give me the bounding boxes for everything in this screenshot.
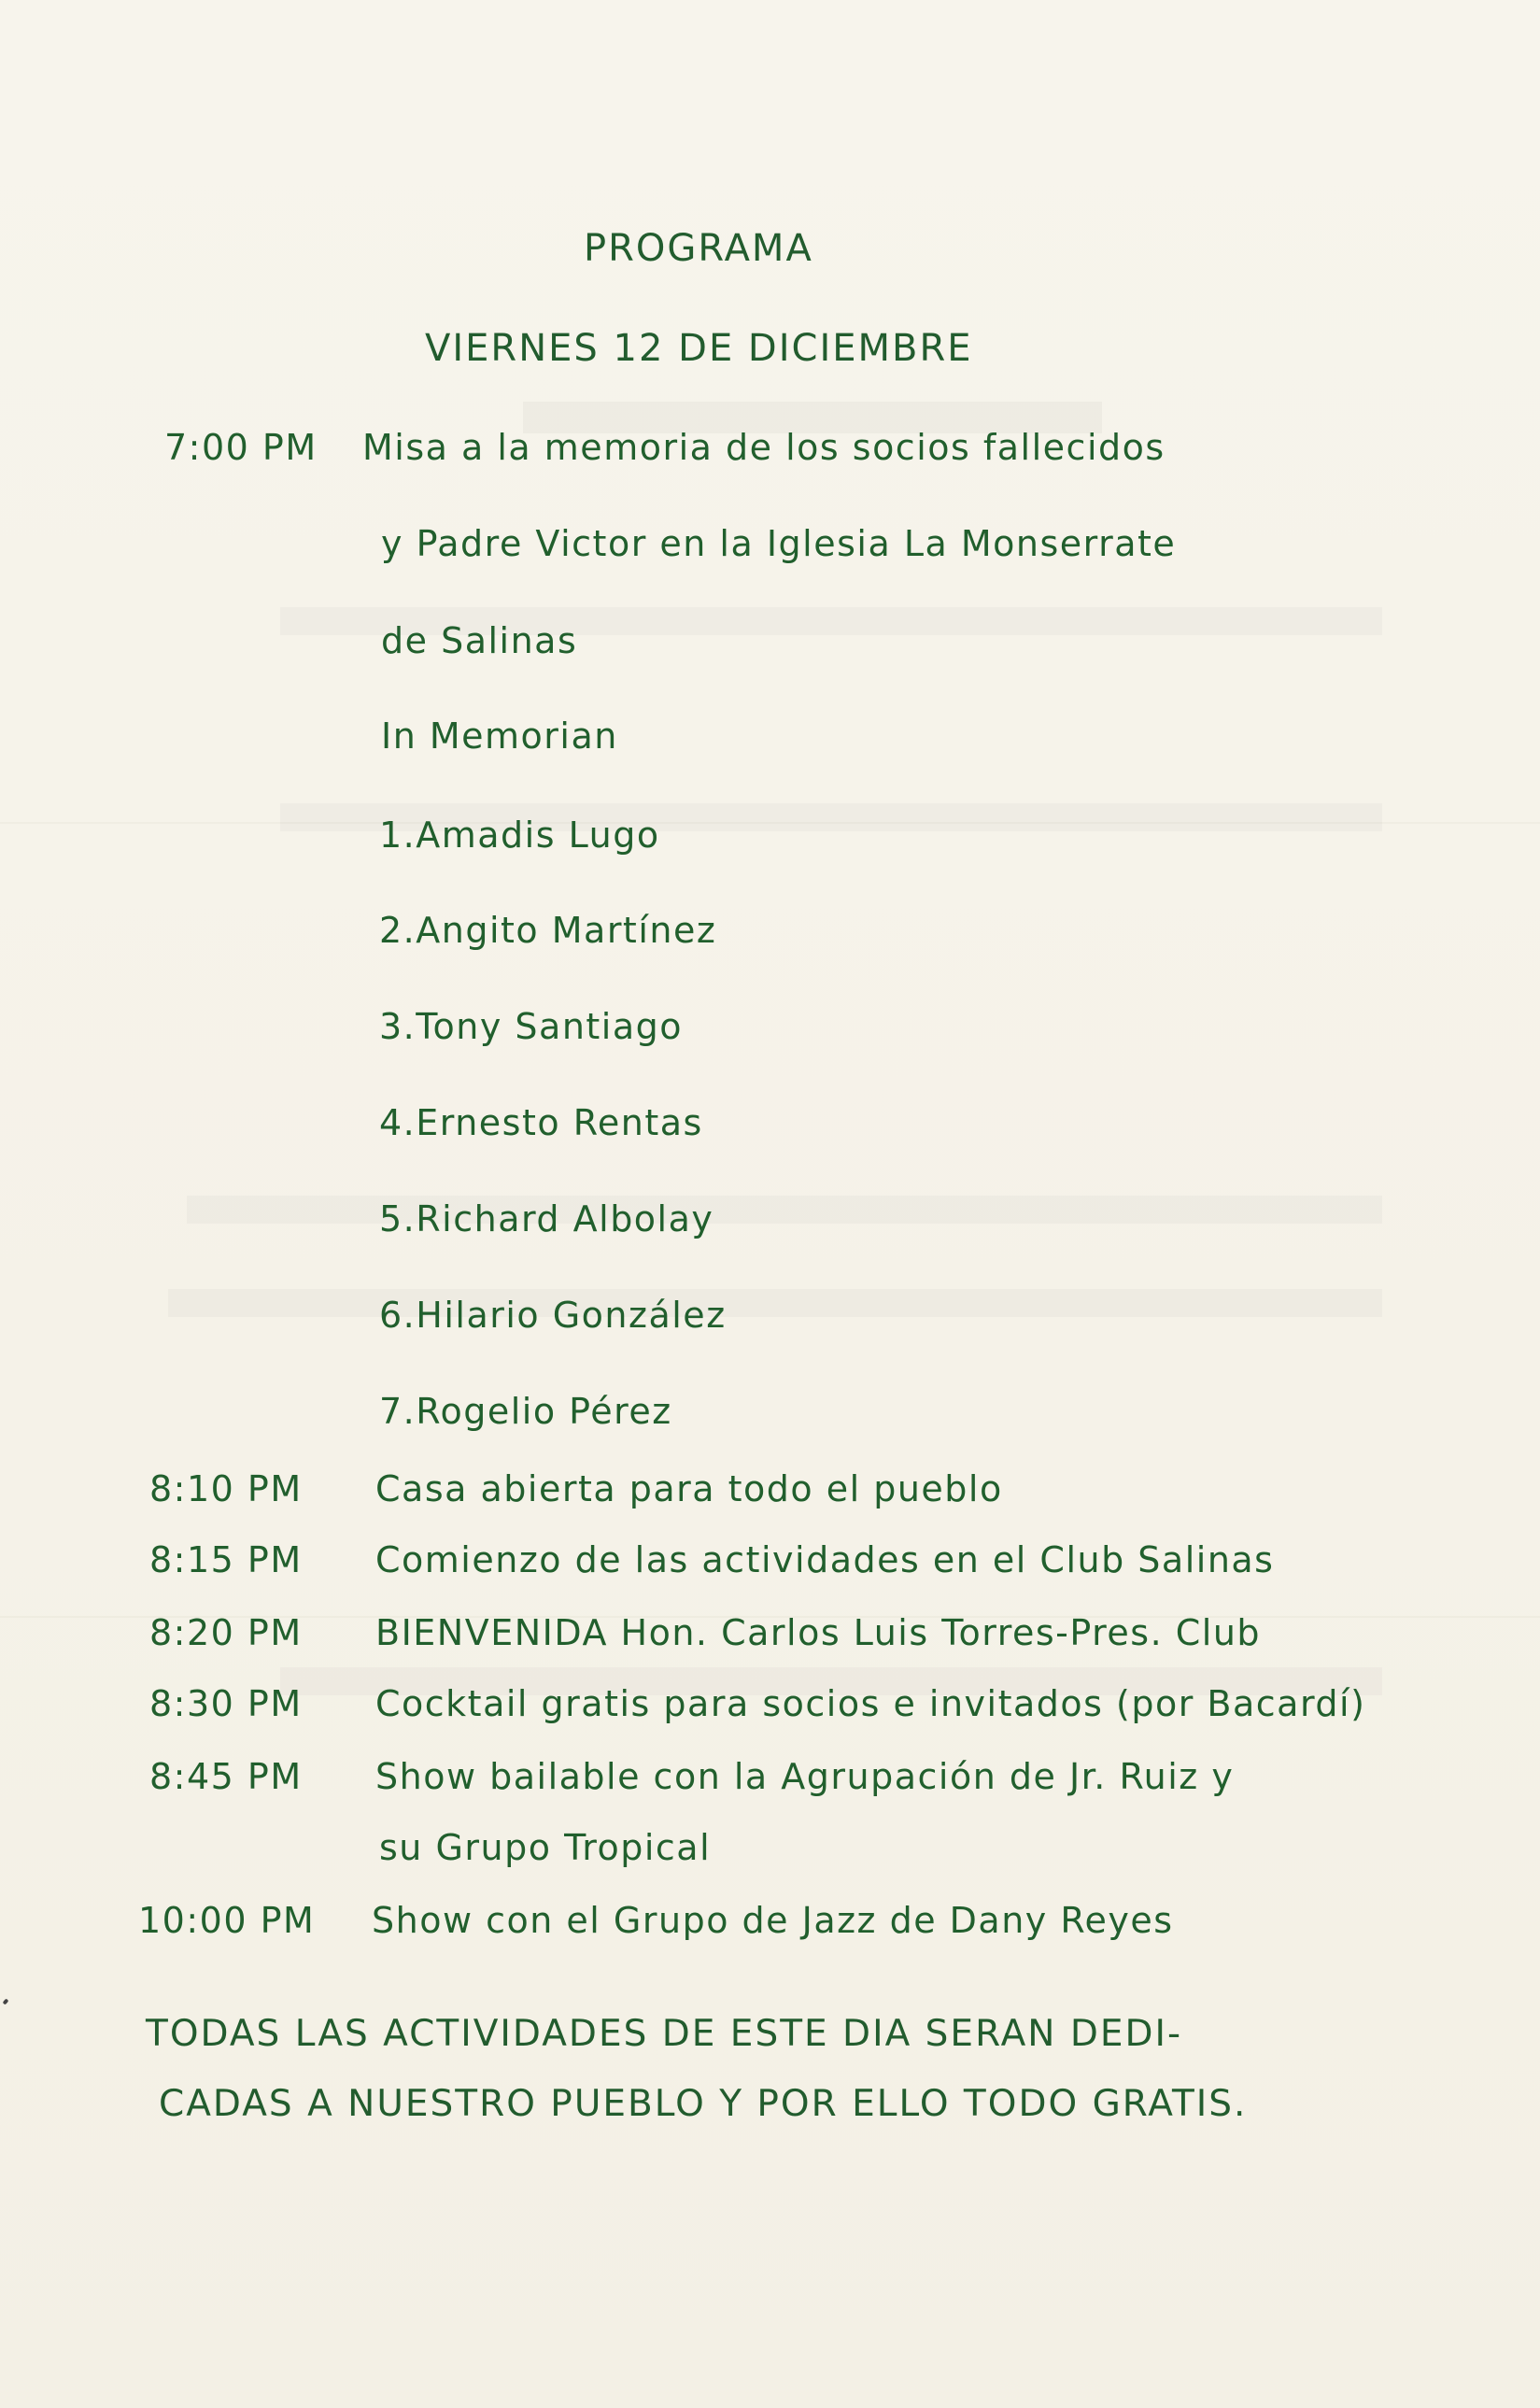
memoriam-name: 3.Tony Santiago — [379, 1006, 684, 1047]
schedule-text: Casa abierta para todo el pueblo — [375, 1468, 1003, 1509]
memoriam-heading: In Memorian — [381, 715, 618, 757]
schedule-time: 8:45 PM — [149, 1756, 303, 1797]
schedule-time: 8:30 PM — [149, 1683, 303, 1724]
program-title: PROGRAMA — [584, 227, 813, 270]
memoriam-name: 6.Hilario González — [379, 1295, 727, 1336]
schedule-time: 10:00 PM — [138, 1900, 316, 1941]
schedule-time: 8:15 PM — [149, 1539, 303, 1580]
mass-line-3: de Salinas — [381, 620, 578, 661]
ink-speck — [3, 1998, 9, 2004]
memoriam-name: 1.Amadis Lugo — [379, 814, 660, 856]
memoriam-name: 5.Richard Albolay — [379, 1198, 714, 1239]
memoriam-name: 7.Rogelio Pérez — [379, 1391, 672, 1432]
schedule-text: Comienzo de las actividades en el Club Salinas — [375, 1539, 1275, 1580]
schedule-text-continued: su Grupo Tropical — [379, 1827, 712, 1868]
memoriam-name: 4.Ernesto Rentas — [379, 1102, 703, 1143]
date-heading: VIERNES 12 DE DICIEMBRE — [425, 327, 973, 370]
schedule-text: Cocktail gratis para socios e invitados (por Bacardí) — [375, 1683, 1366, 1724]
mass-time: 7:00 PM — [164, 427, 318, 468]
schedule-text: Show con el Grupo de Jazz de Dany Reyes — [372, 1900, 1174, 1941]
schedule-text: BIENVENIDA Hon. Carlos Luis Torres-Pres. Club — [375, 1612, 1262, 1653]
show-through-mark — [187, 1196, 1382, 1224]
mass-line-1: Misa a la memoria de los socios fallecidos — [362, 427, 1166, 468]
schedule-text: Show bailable con la Agrupación de Jr. Ruiz y — [375, 1756, 1235, 1797]
closing-line-2: CADAS A NUESTRO PUEBLO Y POR ELLO TODO GRATIS. — [159, 2083, 1248, 2125]
memoriam-name: 2.Angito Martínez — [379, 910, 717, 951]
show-through-mark — [168, 1289, 1382, 1317]
schedule-time: 8:10 PM — [149, 1468, 303, 1509]
closing-line-1: TODAS LAS ACTIVIDADES DE ESTE DIA SERAN DEDI- — [146, 2013, 1183, 2055]
mass-line-2: y Padre Victor en la Iglesia La Monserrate — [381, 523, 1177, 564]
schedule-time: 8:20 PM — [149, 1612, 303, 1653]
